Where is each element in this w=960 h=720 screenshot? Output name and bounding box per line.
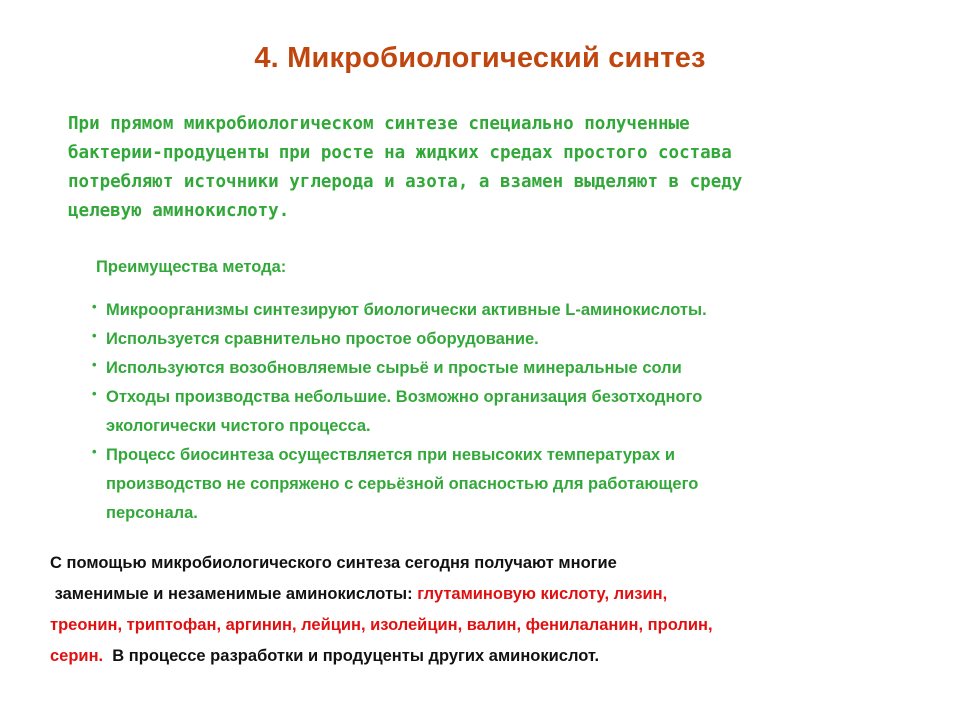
intro-line: потребляют источники углерода и азота, а взамен выделяют в среду: [68, 172, 743, 192]
outro-line: С помощью микробиологического синтеза сегодня получают многие: [50, 554, 617, 572]
bullet-icon: •: [92, 444, 97, 459]
bullet-icon: •: [92, 299, 97, 314]
advantage-item: [90, 296, 880, 325]
bullet-icon: •: [92, 357, 97, 372]
bullet-icon: •: [92, 328, 97, 343]
outro-paragraph: [50, 548, 920, 672]
advantage-text: Микроорганизмы синтезируют биологически активные L-аминокислоты.: [106, 301, 707, 319]
advantages-heading: Преимущества метода:: [96, 258, 287, 276]
advantage-item: [90, 441, 880, 528]
amino-acid-list: серин.: [50, 647, 104, 665]
advantage-text: производство не сопряжено с серьёзной опасностью для работающего: [106, 475, 699, 493]
advantage-item: [90, 325, 880, 354]
advantage-text: экологически чистого процесса.: [106, 417, 371, 435]
amino-acid-list: треонин, триптофан, аргинин, лейцин, изолейцин, валин, фенилаланин, пролин,: [50, 616, 713, 634]
slide-title: 4. Микробиологический синтез: [254, 42, 706, 74]
advantage-text: Отходы производства небольшие. Возможно организация безотходного: [106, 388, 703, 406]
outro-text: В процессе разработки и продуценты других аминокислот.: [103, 647, 600, 665]
advantage-text: Используются возобновляемые сырьё и простые минеральные соли: [106, 359, 682, 377]
intro-line: целевую аминокислоту.: [68, 201, 290, 221]
advantage-text: персонала.: [106, 504, 198, 522]
outro-text: заменимые и незаменимые аминокислоты:: [50, 585, 418, 603]
bullet-icon: •: [92, 386, 97, 401]
amino-acid-list: глутаминовую кислоту, лизин,: [417, 585, 668, 603]
advantage-text: Используется сравнительно простое оборудование.: [106, 330, 539, 348]
advantage-item: [90, 354, 880, 383]
advantages-list: [90, 296, 880, 528]
intro-paragraph: [68, 110, 928, 226]
advantage-text: Процесс биосинтеза осуществляется при невысоких температурах и: [106, 446, 675, 464]
advantage-item: [90, 383, 880, 441]
intro-line: бактерии-продуценты при росте на жидких средах простого состава: [68, 143, 732, 163]
intro-line: При прямом микробиологическом синтезе специально полученные: [68, 114, 690, 134]
